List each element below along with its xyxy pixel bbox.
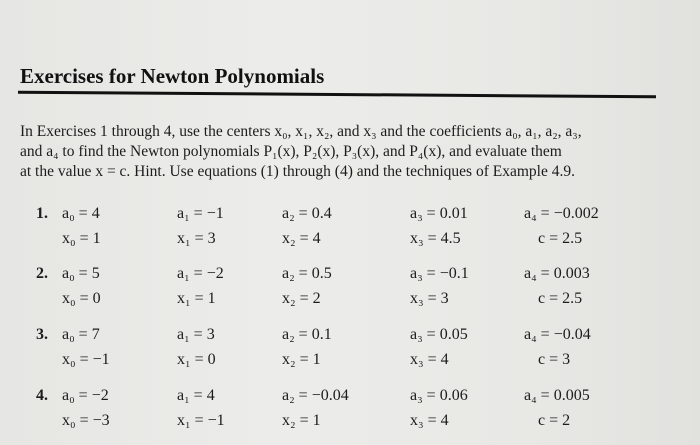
exercise-4 bbox=[20, 387, 680, 445]
center-x2: x₂ = 4 bbox=[282, 230, 321, 247]
exercise-number: 1. bbox=[36, 205, 48, 222]
exercise-instructions bbox=[20, 122, 660, 182]
instructions-line-1: In Exercises 1 through 4, use the centers x₀, x₁, x₂, and x₃ and the coefficients a₀, a₁, a₂, a₃, bbox=[20, 123, 582, 140]
section-title: Exercises for Newton Polynomials bbox=[20, 64, 325, 88]
coefficient-a3: a₃ = 0.01 bbox=[410, 205, 468, 222]
evaluation-value-c: c = 2.5 bbox=[538, 230, 583, 247]
coefficient-a0: a₀ = 7 bbox=[62, 326, 100, 343]
coefficient-a1: a₁ = 3 bbox=[177, 326, 215, 343]
exercise-number: 2. bbox=[36, 265, 48, 282]
coefficient-a4: a₄ = 0.003 bbox=[524, 265, 590, 282]
center-x0: x₀ = 0 bbox=[62, 290, 101, 307]
center-x1: x₁ = 0 bbox=[177, 351, 216, 368]
coefficient-a4: a₄ = −0.04 bbox=[524, 326, 591, 343]
center-x3: x₃ = 4 bbox=[410, 412, 449, 429]
coefficient-a0: a₀ = 4 bbox=[62, 205, 100, 222]
center-x0: x₀ = 1 bbox=[62, 230, 101, 247]
center-x1: x₁ = 1 bbox=[177, 290, 216, 307]
center-x1: x₁ = −1 bbox=[177, 412, 225, 429]
coefficient-a0: a₀ = 5 bbox=[62, 265, 100, 282]
center-x0: x₀ = −3 bbox=[62, 412, 110, 429]
coefficient-a1: a₁ = −1 bbox=[177, 205, 224, 222]
coefficient-a2: a₂ = 0.5 bbox=[282, 265, 332, 282]
center-x3: x₃ = 4.5 bbox=[410, 230, 461, 247]
evaluation-value-c: c = 3 bbox=[538, 351, 571, 368]
evaluation-value-c: c = 2.5 bbox=[538, 290, 583, 307]
center-x2: x₂ = 1 bbox=[282, 351, 321, 368]
coefficient-a2: a₂ = 0.4 bbox=[282, 205, 332, 222]
coefficient-a4: a₄ = −0.002 bbox=[524, 205, 599, 222]
evaluation-value-c: c = 2 bbox=[538, 412, 571, 429]
coefficient-a3: a₃ = 0.06 bbox=[410, 387, 468, 404]
exercise-3 bbox=[20, 326, 680, 386]
exercise-number: 4. bbox=[36, 387, 48, 404]
coefficient-a3: a₃ = 0.05 bbox=[410, 326, 468, 343]
instructions-line-3: at the value x = c. Hint. Use equations (1) through (4) and the techniques of Example 4.9. bbox=[20, 163, 575, 180]
center-x0: x₀ = −1 bbox=[62, 351, 110, 368]
exercise-number: 3. bbox=[36, 326, 48, 343]
exercise-2 bbox=[20, 265, 680, 325]
coefficient-a3: a₃ = −0.1 bbox=[410, 265, 469, 282]
center-x2: x₂ = 1 bbox=[282, 412, 321, 429]
center-x3: x₃ = 3 bbox=[410, 290, 449, 307]
coefficient-a0: a₀ = −2 bbox=[62, 387, 109, 404]
exercise-1 bbox=[20, 205, 680, 265]
coefficient-a2: a₂ = 0.1 bbox=[282, 326, 332, 343]
coefficient-a2: a₂ = −0.04 bbox=[282, 387, 349, 404]
coefficient-a1: a₁ = 4 bbox=[177, 387, 215, 404]
center-x2: x₂ = 2 bbox=[282, 290, 321, 307]
coefficient-a4: a₄ = 0.005 bbox=[524, 387, 590, 404]
center-x1: x₁ = 3 bbox=[177, 230, 216, 247]
center-x3: x₃ = 4 bbox=[410, 351, 449, 368]
instructions-line-2: and a₄ to find the Newton polynomials P₁(x), P₂(x), P₃(x), and P₄(x), and evaluate them bbox=[20, 143, 562, 160]
coefficient-a1: a₁ = −2 bbox=[177, 265, 224, 282]
title-divider bbox=[18, 91, 656, 98]
